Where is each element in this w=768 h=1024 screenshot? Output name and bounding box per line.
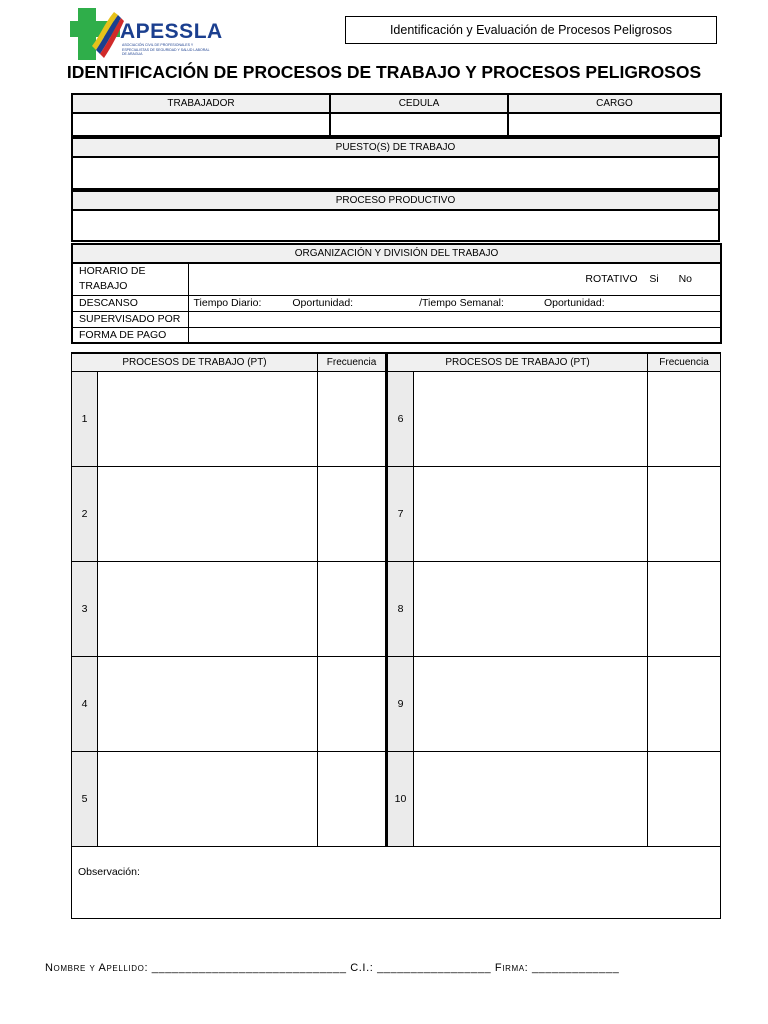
- cargo-header: CARGO: [508, 94, 721, 113]
- forma-pago-label: FORMA DE PAGO: [72, 327, 188, 343]
- proceso-field[interactable]: [98, 467, 318, 562]
- logo-wordmark: APESSLA: [120, 20, 223, 43]
- document-header-label: Identificación y Evaluación de Procesos Peligrosos: [345, 16, 717, 44]
- organizacion-table: [71, 243, 722, 344]
- frecuencia-field[interactable]: [318, 657, 387, 752]
- puesto-field[interactable]: [72, 157, 719, 189]
- proceso-field[interactable]: [414, 467, 648, 562]
- proceso-number: 2: [72, 467, 98, 562]
- horario-field[interactable]: [188, 263, 721, 295]
- frecuencia-field[interactable]: [648, 372, 721, 467]
- worker-table: [71, 93, 722, 137]
- proceso-number: 7: [387, 467, 414, 562]
- ci-line[interactable]: _________________: [377, 962, 492, 974]
- tiempo-diario-label: Tiempo Diario:: [193, 297, 262, 309]
- proceso-field[interactable]: [98, 752, 318, 847]
- signature-footer: [45, 962, 619, 974]
- proceso-productivo-field[interactable]: [72, 210, 719, 241]
- frecuencia-field[interactable]: [318, 562, 387, 657]
- firma-line[interactable]: _____________: [531, 962, 620, 974]
- ci-label: C.I.:: [346, 962, 378, 974]
- frecuencia-header-right: Frecuencia: [648, 353, 721, 372]
- procesos-table: [71, 352, 721, 919]
- forma-pago-field[interactable]: [188, 327, 721, 343]
- cedula-field[interactable]: [330, 113, 508, 136]
- proceso-number: 9: [387, 657, 414, 752]
- frecuencia-field[interactable]: [648, 467, 721, 562]
- nombre-label: Nombre y Apellido:: [45, 962, 152, 974]
- cargo-field[interactable]: [508, 113, 721, 136]
- rotativo-no-option[interactable]: No: [678, 273, 693, 286]
- apessla-logo: [70, 6, 223, 60]
- descanso-label: DESCANSO: [72, 295, 188, 311]
- frecuencia-field[interactable]: [318, 372, 387, 467]
- proceso-field[interactable]: [414, 372, 648, 467]
- proceso-number: 3: [72, 562, 98, 657]
- proceso-field[interactable]: [414, 657, 648, 752]
- proceso-number: 8: [387, 562, 414, 657]
- proceso-productivo-header: PROCESO PRODUCTIVO: [72, 191, 719, 210]
- proceso-productivo-table: [71, 190, 720, 242]
- trabajador-field[interactable]: [72, 113, 330, 136]
- proceso-field[interactable]: [98, 372, 318, 467]
- trabajador-header: TRABAJADOR: [72, 94, 330, 113]
- proceso-number: 5: [72, 752, 98, 847]
- proceso-number: 6: [387, 372, 414, 467]
- frecuencia-field[interactable]: [648, 752, 721, 847]
- proceso-field[interactable]: [414, 752, 648, 847]
- proceso-field[interactable]: [98, 562, 318, 657]
- puesto-table: [71, 137, 720, 190]
- oportunidad-label-1: Oportunidad:: [292, 297, 354, 309]
- firma-label: Firma:: [491, 962, 532, 974]
- nombre-line[interactable]: _____________________________: [151, 962, 347, 974]
- organizacion-header: ORGANIZACIÓN Y DIVISIÓN DEL TRABAJO: [72, 244, 721, 263]
- descanso-field[interactable]: [188, 295, 721, 311]
- cedula-header: CEDULA: [330, 94, 508, 113]
- proceso-number: 10: [387, 752, 414, 847]
- frecuencia-field[interactable]: [318, 752, 387, 847]
- frecuencia-field[interactable]: [648, 657, 721, 752]
- frecuencia-field[interactable]: [318, 467, 387, 562]
- frecuencia-field[interactable]: [648, 562, 721, 657]
- frecuencia-header-left: Frecuencia: [318, 353, 387, 372]
- procesos-header-left: PROCESOS DE TRABAJO (PT): [72, 353, 318, 372]
- logo-subtitle: ASOCIACIÓN CIVIL DE PROFESIONALES Y ESPECIALISTAS DE SEGURIDAD Y SALUD LABORAL DE ARAGUA: [122, 43, 210, 56]
- rotativo-label: ROTATIVO: [585, 273, 638, 286]
- proceso-number: 4: [72, 657, 98, 752]
- horario-label: HORARIO DE TRABAJO: [72, 263, 188, 295]
- supervisado-label: SUPERVISADO POR: [72, 311, 188, 327]
- proceso-number: 1: [72, 372, 98, 467]
- observacion-label: Observación:: [78, 866, 140, 878]
- puesto-header: PUESTO(S) DE TRABAJO: [72, 138, 719, 157]
- tiempo-semanal-label: /Tiempo Semanal:: [419, 297, 504, 309]
- oportunidad-label-2: Oportunidad:: [543, 297, 605, 309]
- rotativo-si-option[interactable]: Si: [649, 273, 659, 286]
- proceso-field[interactable]: [98, 657, 318, 752]
- proceso-field[interactable]: [414, 562, 648, 657]
- supervisado-field[interactable]: [188, 311, 721, 327]
- page-title: IDENTIFICACIÓN DE PROCESOS DE TRABAJO Y PROCESOS PELIGROSOS: [66, 62, 702, 82]
- observacion-field[interactable]: [72, 847, 721, 919]
- procesos-header-right: PROCESOS DE TRABAJO (PT): [387, 353, 648, 372]
